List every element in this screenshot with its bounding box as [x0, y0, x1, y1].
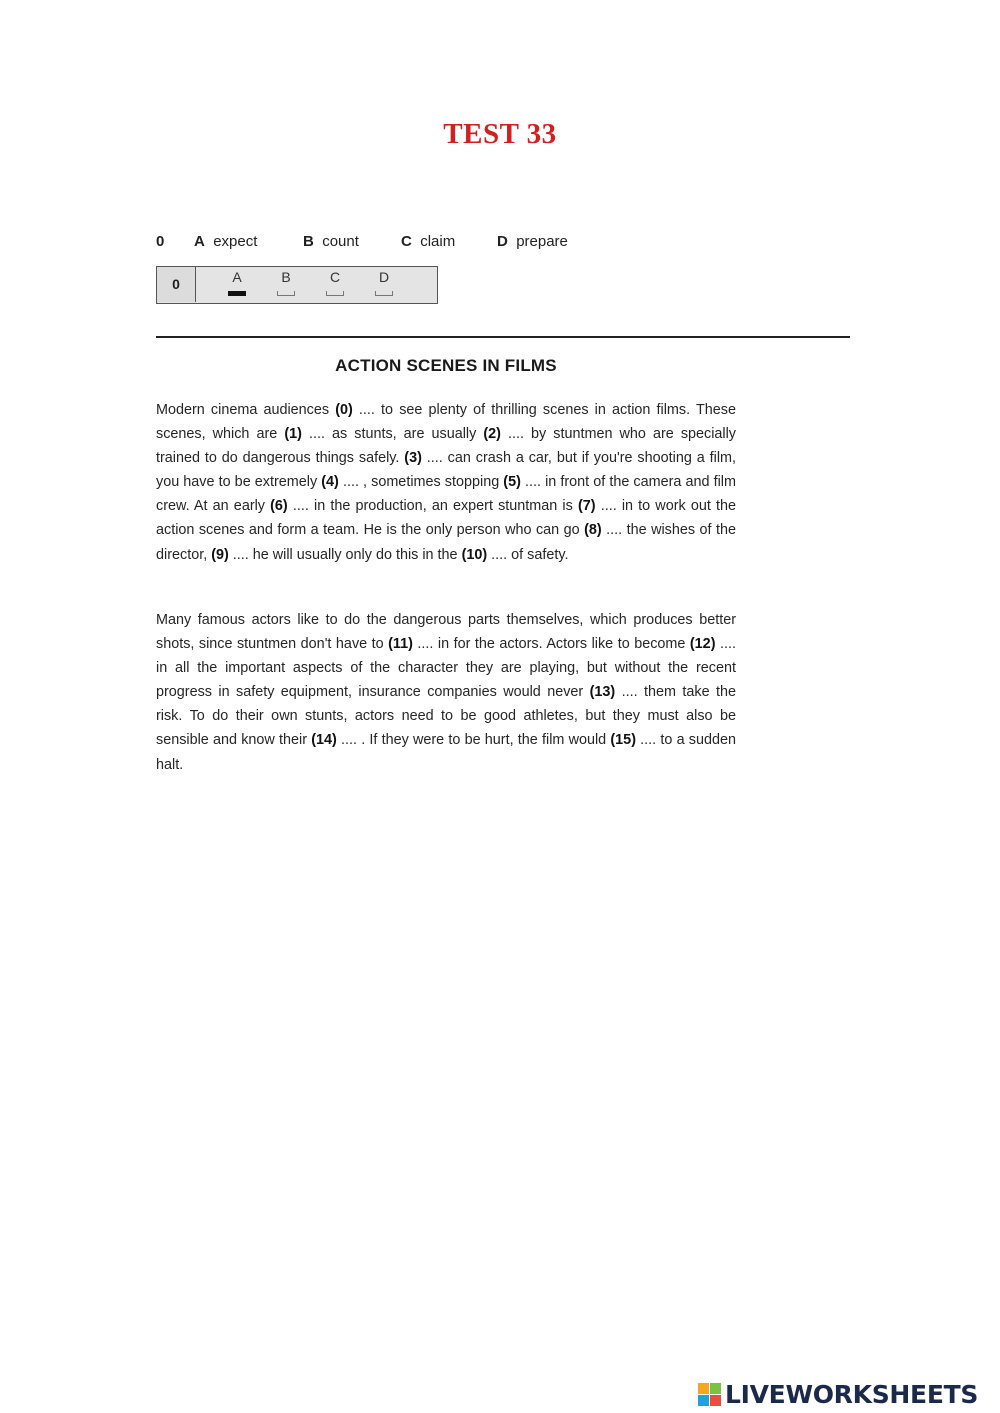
liveworksheets-logo: [698, 1378, 978, 1410]
passage-heading: ACTION SCENES IN FILMS: [335, 356, 557, 375]
example-option-a: A expect: [194, 233, 258, 250]
gap-number: (15): [610, 732, 636, 749]
gap-number: (7): [577, 498, 596, 515]
page-title: TEST 33: [443, 118, 557, 150]
passage-paragraph-2: Many famous actors like to do the dangerous parts themselves, which produces better shots, since stuntmen don't have to (11) .... in for the actors. Actors like to become (12) .... in all the important aspects of the character they are playing, but without the recent progress in safety equipment, insurance companies would never (13) .... them take the risk. To do their own stunts, actors need to be good athletes, but they must also be sensible and know their (14) .... . If they were to be hurt, the film would (15) .... to a sudden halt.: [156, 612, 737, 773]
gap-number: (2): [483, 426, 501, 443]
example-option-b: B count: [303, 233, 359, 250]
gap-number: (5): [503, 474, 521, 491]
logo-text: LIVEWORKSHEETS: [725, 1379, 979, 1409]
gap-number: (11): [388, 636, 413, 653]
gap-number: (4): [321, 474, 339, 491]
gap-number: (0): [335, 402, 353, 418]
answer-sheet-letter-a: A: [232, 269, 242, 285]
answer-sheet-number: 0: [157, 267, 196, 302]
gap-number: (8): [584, 522, 602, 539]
answer-sheet-example: [156, 266, 438, 304]
gap-number: (10): [461, 546, 488, 563]
gap-number: (14): [311, 732, 337, 749]
gap-number: (3): [404, 450, 422, 467]
gap-number: (6): [270, 498, 288, 515]
answer-sheet-letter-c: C: [329, 269, 341, 285]
gap-number: (1): [284, 426, 302, 443]
answer-mark-d: [375, 291, 393, 296]
answer-mark-b: [277, 291, 295, 296]
answer-sheet-letter-b: B: [281, 269, 291, 285]
example-number: 0: [156, 233, 165, 250]
gap-number: (12): [689, 636, 716, 653]
answer-mark-a: [228, 291, 246, 296]
logo-icon: [698, 1383, 721, 1406]
answer-mark-c: [326, 291, 344, 296]
example-option-d: D prepare: [497, 233, 568, 250]
example-option-c: C claim: [401, 233, 456, 250]
gap-number: (9): [211, 546, 229, 563]
divider: [156, 336, 850, 338]
passage-paragraph-1: Modern cinema audiences (0) .... to see plenty of thrilling scenes in action films. These scenes, which are (1) .... as stunts, are usually (2) .... by stuntmen who are specially trained to do dangerous things safely. (3) .... can crash a car, but if you're shooting a film, you have to be extremely (4) .... , sometimes stopping (5) .... in front of the camera and film crew. At an early (6) .... in the production, an expert stuntman is (7) .... in to work out the action scenes and form a team. He is the only person who can go (8) .... the wishes of the director, (9) .... he will usually only do this in the (10) .... of safety.: [156, 402, 737, 563]
answer-sheet-letter-d: D: [378, 269, 390, 285]
gap-number: (13): [589, 684, 616, 701]
